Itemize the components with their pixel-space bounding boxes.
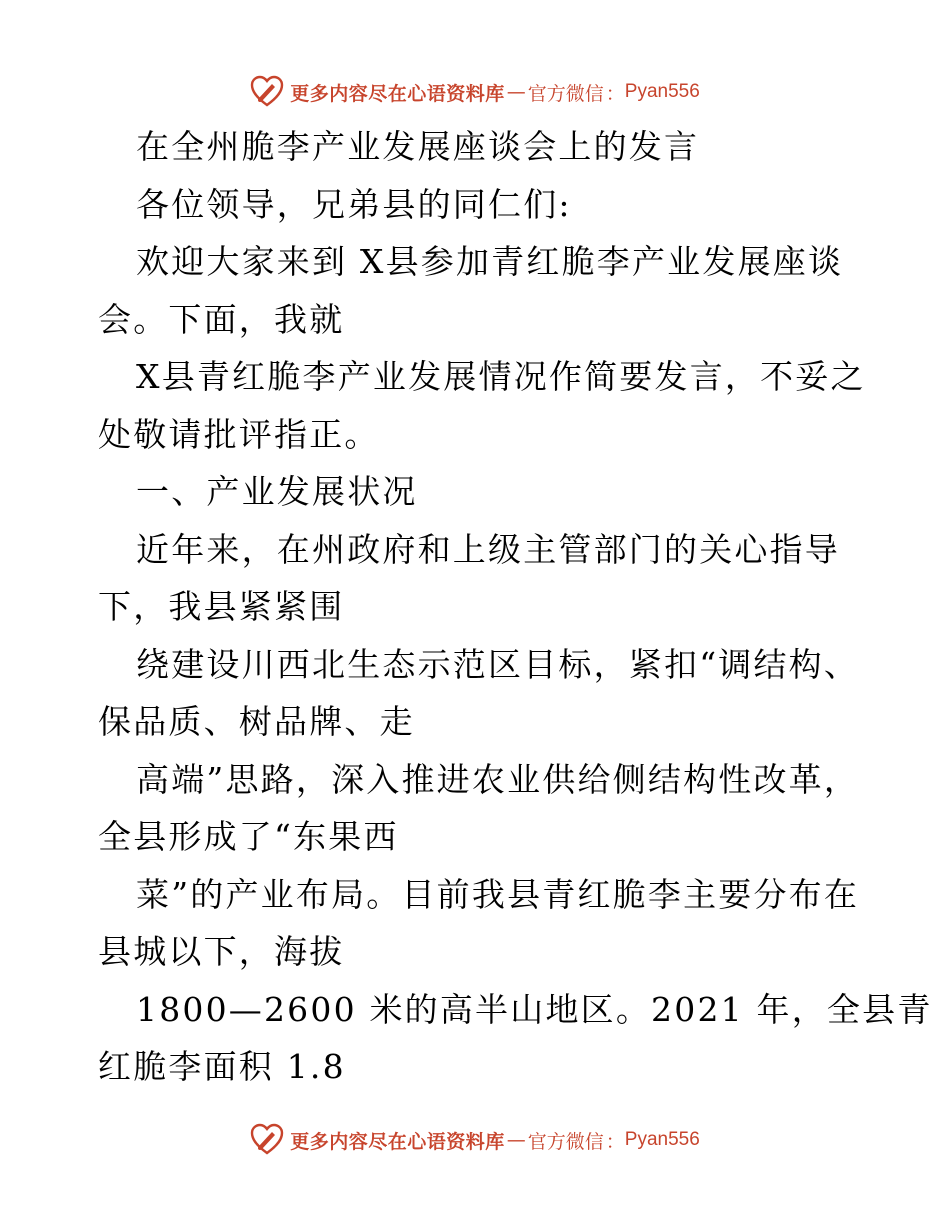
paragraph-line: 会。下面，我就 bbox=[98, 299, 345, 339]
banner-official-label: 官方微信 bbox=[527, 82, 604, 105]
banner-dash: — bbox=[506, 81, 526, 103]
banner-wechat-id: Pyan556 bbox=[624, 1129, 700, 1150]
paragraph-line: 高端”思路，深入推进农业供给侧结构性改革， bbox=[136, 759, 860, 799]
banner-text: 更多内容尽在心语资料库 bbox=[290, 1130, 505, 1153]
paragraph-line: 绕建设川西北生态示范区目标，紧扣“调结构、 bbox=[136, 644, 860, 684]
heart-pen-logo-icon bbox=[250, 75, 284, 109]
document-body bbox=[98, 118, 933, 1096]
paragraph-line: 近年来，在州政府和上级主管部门的关心指导 bbox=[136, 529, 840, 569]
banner-wechat-id: Pyan556 bbox=[624, 81, 700, 102]
paragraph-line: 红脆李面积 1.8 bbox=[98, 1047, 346, 1086]
banner-text: 更多内容尽在心语资料库 bbox=[290, 82, 505, 105]
paragraph-line: 欢迎大家来到 X县参加青红脆李产业发展座谈 bbox=[136, 242, 844, 281]
heart-pen-logo-icon bbox=[250, 1123, 284, 1157]
header-watermark-banner bbox=[0, 72, 950, 112]
banner-colon: ： bbox=[605, 82, 625, 105]
paragraph-line: 保品质、树品牌、走 bbox=[98, 702, 415, 741]
paragraph-line: 下，我县紧紧围 bbox=[98, 587, 345, 626]
document-title: 在全州脆李产业发展座谈会上的发言 bbox=[136, 127, 700, 166]
footer-watermark-banner bbox=[0, 1120, 950, 1160]
paragraph-line: X县青红脆李产业发展情况作简要发言，不妥之 bbox=[136, 357, 866, 396]
paragraph-line: 全县形成了“东果西 bbox=[98, 817, 399, 856]
banner-dash: — bbox=[506, 1129, 526, 1151]
salutation: 各位领导，兄弟县的同仁们: bbox=[136, 184, 572, 224]
paragraph-line: 县城以下，海拔 bbox=[98, 932, 345, 971]
banner-colon: ： bbox=[605, 1130, 625, 1153]
banner-official-label: 官方微信 bbox=[527, 1130, 604, 1153]
paragraph-line: 处敬请批评指正。 bbox=[98, 414, 380, 454]
paragraph-line: 1800—2600 米的高半山地区。2021 年，全县青 bbox=[136, 989, 933, 1029]
paragraph-line: 菜”的产业布局。目前我县青红脆李主要分布在 bbox=[136, 874, 860, 914]
section-heading: 一、产业发展状况 bbox=[136, 472, 418, 511]
